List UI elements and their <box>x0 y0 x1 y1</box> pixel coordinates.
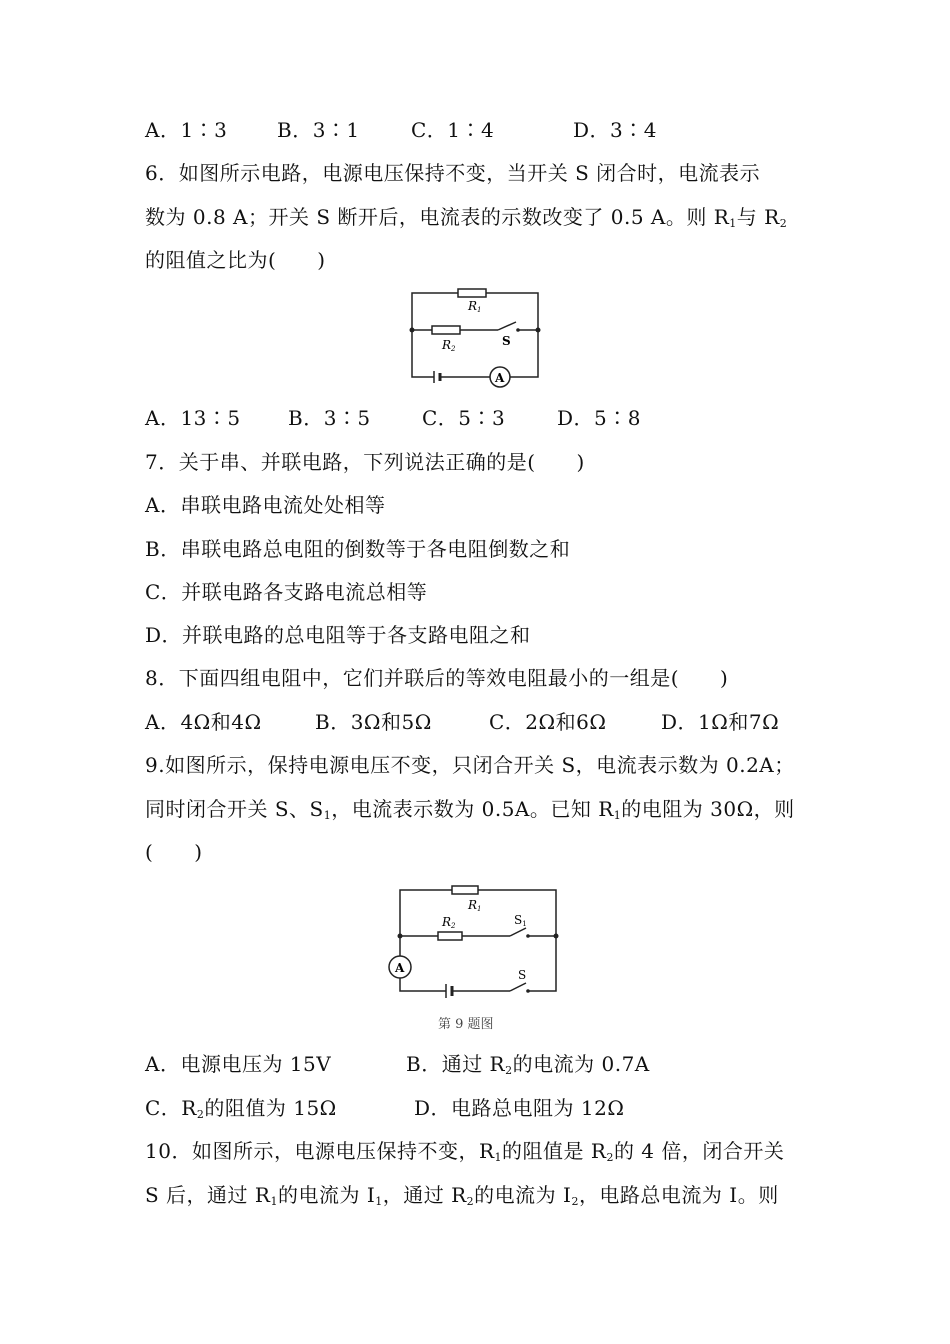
q5-options <box>145 116 845 144</box>
q6-options <box>145 404 845 432</box>
q7-option-a[interactable]: A．串联电路电流处处相等 <box>145 493 386 517</box>
q7-option-b[interactable]: B．串联电路总电阻的倒数等于各电阻倒数之和 <box>145 537 571 561</box>
q6-stem-line3: 的阻值之比为( ) <box>145 248 326 272</box>
q9-r2-label: R2 <box>442 915 456 930</box>
q9-r1-resistor <box>452 886 478 894</box>
q7-option-c[interactable]: C．并联电路各支路电流总相等 <box>145 580 428 604</box>
q9-stem-line3: ( ) <box>145 840 203 864</box>
q9-option-c[interactable]: C．$R_2$的阻值为 15Ω <box>145 1096 337 1121</box>
q9-r1-label: R1 <box>468 898 482 913</box>
q6-r1-label: R1 <box>468 299 482 314</box>
q5-option-b[interactable]: B．3∶1 <box>277 118 360 142</box>
q9-figure-caption: 第 9 题图 <box>438 1017 494 1032</box>
q6-option-b[interactable]: B．3∶5 <box>288 406 371 430</box>
q6-circuit-diagram <box>400 285 550 390</box>
q9-stem-line2: 同时闭合开关 S、$S_1$，电流表示数为 0.5A。已知 $R_1$的电阻为 30Ω，则 <box>145 797 795 822</box>
q6-ammeter-label: A <box>495 371 505 385</box>
q8-options <box>145 708 845 736</box>
q6-switch-label: S <box>502 334 511 348</box>
q6-option-a[interactable]: A．13∶5 <box>145 406 241 430</box>
q9-option-b[interactable]: B．通过 $R_2$的电流为 0.7A <box>406 1052 650 1077</box>
q6-option-d[interactable]: D．5∶8 <box>557 406 641 430</box>
q6-r1-resistor <box>458 289 486 297</box>
q9-switch-s1 <box>510 928 526 936</box>
q8-stem: 8．下面四组电阻中，它们并联后的等效电阻最小的一组是( ) <box>145 666 729 690</box>
q10-stem-line1: 10．如图所示，电源电压保持不变，$R_1$的阻值是 $R_2$的 4 倍，闭合开关 <box>145 1139 785 1164</box>
q10-stem-line2: S 后，通过 $R_1$的电流为 $I_1$，通过 $R_2$的电流为 $I_2$，电路总电流为 I。则 <box>145 1183 779 1208</box>
q6-r2-label: R2 <box>442 338 456 353</box>
q9-stem-line1: 9.如图所示，保持电源电压不变，只闭合开关 S，电流表示数为 0.2A； <box>145 753 795 777</box>
q9-option-a[interactable]: A．电源电压为 15V <box>145 1052 332 1076</box>
q9-r2-resistor <box>438 932 462 940</box>
q9-s-label: S <box>518 968 527 982</box>
q7-stem: 7．关于串、并联电路，下列说法正确的是( ) <box>145 450 585 474</box>
q9-circuit-diagram <box>380 878 580 1038</box>
q8-option-b[interactable]: B．3Ω和5Ω <box>315 710 432 734</box>
q8-option-d[interactable]: D．1Ω和7Ω <box>661 710 780 734</box>
q8-option-a[interactable]: A．4Ω和4Ω <box>145 710 262 734</box>
q5-option-c[interactable]: C．1∶4 <box>411 118 495 142</box>
q9-switch-s <box>510 983 526 991</box>
q5-option-a[interactable]: A．1∶3 <box>145 118 228 142</box>
q7-option-d[interactable]: D．并联电路的总电阻等于各支路电阻之和 <box>145 623 531 647</box>
q6-option-c[interactable]: C．5∶3 <box>422 406 506 430</box>
q6-stem-line1: 6．如图所示电路，电源电压保持不变，当开关 S 闭合时，电流表示 <box>145 161 761 185</box>
q5-option-d[interactable]: D．3∶4 <box>573 118 657 142</box>
q9-option-d[interactable]: D．电路总电阻为 12Ω <box>414 1096 625 1120</box>
q6-switch-s <box>498 322 516 330</box>
q9-ammeter-label: A <box>395 961 405 975</box>
q8-option-c[interactable]: C．2Ω和6Ω <box>489 710 607 734</box>
q6-r2-resistor <box>432 326 460 334</box>
q6-stem-line2: 数为 0.8 A；开关 S 断开后，电流表的示数改变了 0.5 A。则 $R_1$与 $R_2$ <box>145 205 788 230</box>
q9-s1-label: S1 <box>514 913 527 928</box>
